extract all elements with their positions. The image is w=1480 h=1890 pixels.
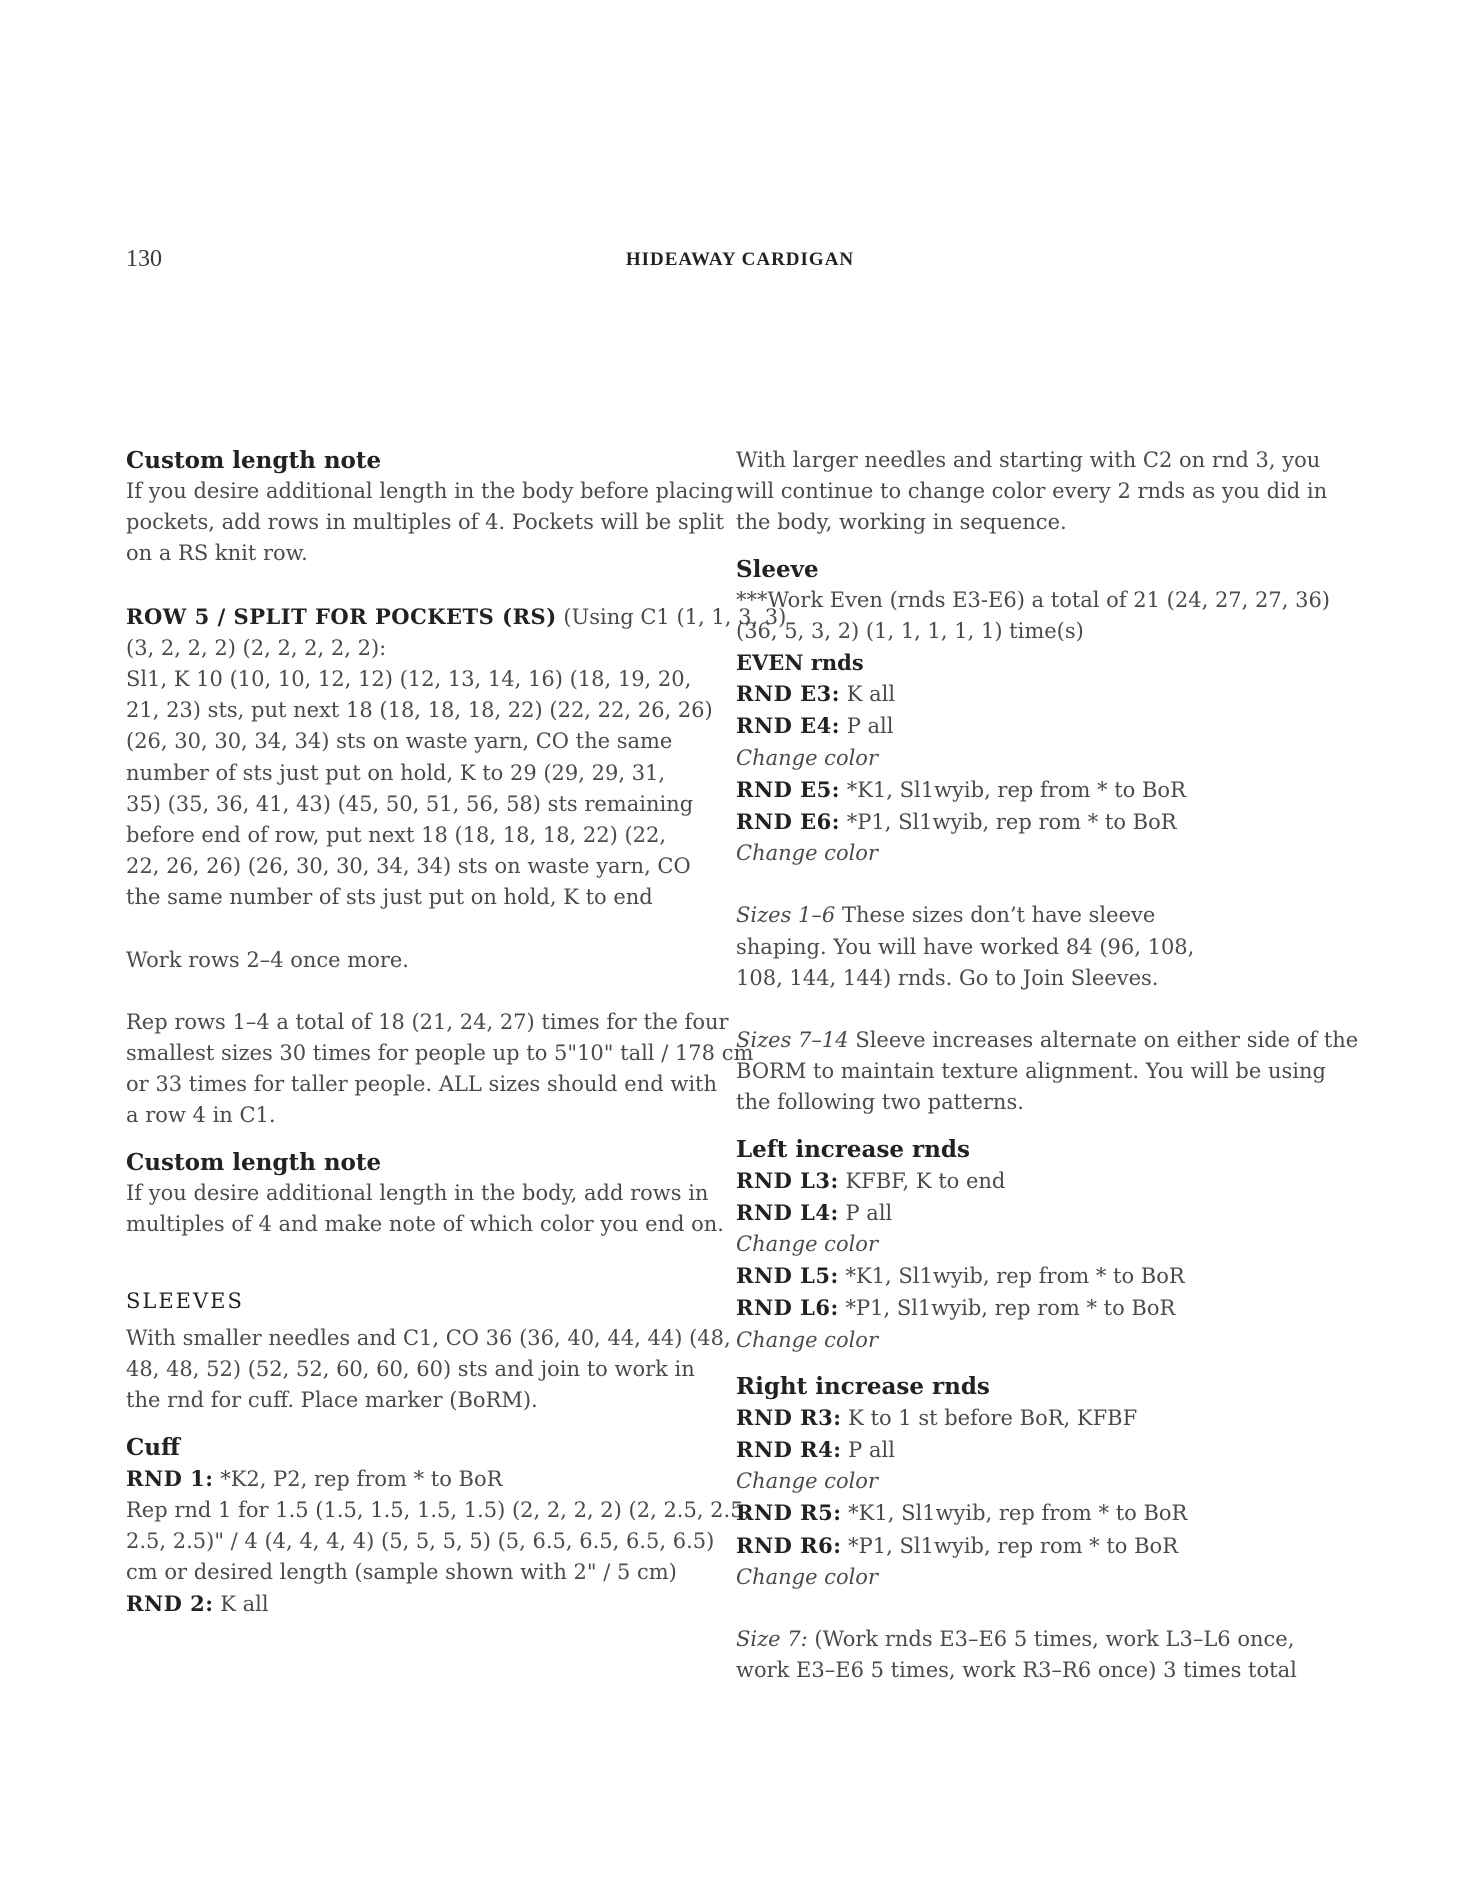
rnd-l6-text: *P1, Sl1wyib, rep rom * to BoR <box>838 1296 1176 1321</box>
cuff-line: Rep rnd 1 for 1.5 (1.5, 1.5, 1.5, 1.5) (2, 2, 2, 2) (2, 2.5, 2.5, <box>126 1497 751 1522</box>
running-title: HIDEAWAY CARDIGAN <box>625 249 855 270</box>
sizes-7-14-line <box>736 1025 1359 1056</box>
rnd-r4-text: P all <box>841 1438 895 1463</box>
sleeves-line: 48, 48, 52) (52, 52, 60, 60, 60) sts and join to work in <box>126 1357 695 1382</box>
sizes-1-6-line: shaping. You will have worked 84 (96, 108, <box>736 934 1195 959</box>
rnd-r5-label: RND R5: <box>736 1500 842 1526</box>
cuff-rnd1 <box>126 1463 726 1495</box>
row5-first-rest: (Using C1 (1, 1, 3, 3) <box>556 604 787 629</box>
row5-line: 22, 26, 26) (26, 30, 30, 34, 34) sts on waste yarn, CO <box>126 854 691 879</box>
rnd-r3-label: RND R3: <box>736 1404 842 1430</box>
rnd-e6-label: RND E6: <box>736 809 841 835</box>
sizes-7-14-text: Sleeve increases alternate on either side of the <box>848 1028 1359 1053</box>
even-rnds-label: EVEN rnds <box>736 650 864 676</box>
change-color: Change color <box>736 1327 878 1352</box>
row5-line: Sl1, K 10 (10, 10, 12, 12) (12, 13, 14, 16) (18, 19, 20, <box>126 667 692 692</box>
rnd-l4-text: P all <box>838 1200 893 1225</box>
sleeves-section-title: SLEEVES <box>126 1289 244 1314</box>
sizes-1-6-label: Sizes 1–6 <box>736 903 836 928</box>
size-7-label: Size 7: <box>736 1627 808 1652</box>
rep-rows-line: Rep rows 1–4 a total of 18 (21, 24, 27) times for the four <box>126 1009 729 1034</box>
row5-first-line <box>126 601 787 633</box>
rnd-r4 <box>736 1434 1336 1466</box>
sleeve-line: (36, 5, 3, 2) (1, 1, 1, 1, 1) time(s) <box>736 618 1084 643</box>
right-increase-heading: Right increase rnds <box>736 1372 990 1400</box>
rnd-r6-text: *P1, Sl1wyib, rep rom * to BoR <box>841 1533 1179 1558</box>
note-line: If you desire additional length in the body, add rows in <box>126 1180 709 1205</box>
rnd-l4 <box>736 1197 1336 1229</box>
row5-line: before end of row, put next 18 (18, 18, 18, 22) (22, <box>126 823 667 848</box>
left-increase-heading: Left increase rnds <box>736 1135 970 1163</box>
rnd-e3 <box>736 678 1336 710</box>
row5-line: 35) (35, 36, 41, 43) (45, 50, 51, 56, 58) sts remaining <box>126 791 694 816</box>
rep-rows-line: or 33 times for taller people. ALL sizes should end with <box>126 1072 718 1097</box>
change-color: Change color <box>736 1232 878 1257</box>
rnd-l3-label: RND L3: <box>736 1167 839 1193</box>
sizes-7-14-label: Sizes 7–14 <box>736 1028 849 1053</box>
rnd-r3-text: K to 1 st before BoR, KFBF <box>841 1405 1138 1430</box>
change-color: Change color <box>736 1564 878 1589</box>
note-line: on a RS knit row. <box>126 541 308 566</box>
rnd-l5-label: RND L5: <box>736 1263 839 1289</box>
rnd1-text: *K2, P2, rep from * to BoR <box>213 1466 503 1491</box>
note-line: If you desire additional length in the body before placing <box>126 479 734 503</box>
rnd-e5-label: RND E5: <box>736 776 841 802</box>
rnd-e5 <box>736 774 1336 806</box>
row5-line: 21, 23) sts, put next 18 (18, 18, 18, 22) (22, 22, 26, 26) <box>126 698 713 723</box>
rnd-r6-label: RND R6: <box>736 1532 842 1558</box>
rnd2-text: K all <box>213 1592 269 1617</box>
rnd-l6-label: RND L6: <box>736 1295 839 1321</box>
rep-rows-line: smallest sizes 30 times for people up to 5"10" tall / 178 cm <box>126 1041 754 1066</box>
work-rows-line: Work rows 2–4 once more. <box>126 947 409 972</box>
rnd-e6 <box>736 806 1336 838</box>
rep-rows-line: a row 4 in C1. <box>126 1103 276 1128</box>
sizes-7-14-line: BORM to maintain texture alignment. You will be using <box>736 1059 1326 1084</box>
intro-line: the body, working in sequence. <box>736 510 1067 535</box>
rnd-r5 <box>736 1497 1336 1529</box>
cuff-heading: Cuff <box>126 1433 180 1461</box>
note-line: pockets, add rows in multiples of 4. Pockets will be split <box>126 510 724 535</box>
sizes-7-14-line: the following two patterns. <box>736 1090 1024 1115</box>
row5-line: the same number of sts just put on hold, K to end <box>126 885 653 910</box>
right-column <box>736 445 1359 1687</box>
rnd-l5 <box>736 1260 1336 1292</box>
rnd-l3 <box>736 1165 1336 1197</box>
cuff-rnd2 <box>126 1588 726 1620</box>
rnd-e6-text: *P1, Sl1wyib, rep rom * to BoR <box>840 810 1177 835</box>
page-number: 130 <box>126 246 162 272</box>
sizes-1-6-line <box>736 900 1336 931</box>
rnd-r6 <box>736 1530 1336 1562</box>
rnd-l6 <box>736 1292 1336 1324</box>
rnd-e5-text: *K1, Sl1wyib, rep from * to BoR <box>840 777 1186 802</box>
sizes-1-6-line: 108, 144, 144) rnds. Go to Join Sleeves. <box>736 965 1159 990</box>
row5-line: (26, 30, 30, 34, 34) sts on waste yarn, CO the same <box>126 729 673 754</box>
row5-line: (3, 2, 2, 2) (2, 2, 2, 2, 2): <box>126 635 387 660</box>
sleeves-line: With smaller needles and C1, CO 36 (36, 40, 44, 44) (48, <box>126 1326 731 1351</box>
rnd-r3 <box>736 1402 1336 1434</box>
rnd-l5-text: *K1, Sl1wyib, rep from * to BoR <box>838 1264 1185 1289</box>
rnd-e4-text: P all <box>840 714 894 739</box>
rnd-e3-label: RND E3: <box>736 681 841 707</box>
change-color: Change color <box>736 745 878 770</box>
rnd-e4 <box>736 710 1336 742</box>
intro-line: will continue to change color every 2 rnds as you did in <box>736 479 1328 504</box>
change-color: Change color <box>736 841 878 866</box>
size-7-line: work E3–E6 5 times, work R3–R6 once) 3 times total <box>736 1658 1297 1683</box>
rnd-e4-label: RND E4: <box>736 713 841 739</box>
change-color: Change color <box>736 1469 878 1494</box>
cuff-line: cm or desired length (sample shown with 2" / 5 cm) <box>126 1560 677 1585</box>
row5-label: ROW 5 / SPLIT FOR POCKETS (RS) <box>126 603 557 629</box>
custom-length-note-heading-2: Custom length note <box>126 1148 382 1176</box>
cuff-line: 2.5, 2.5)" / 4 (4, 4, 4, 4) (5, 5, 5, 5) (5, 6.5, 6.5, 6.5, 6.5) <box>126 1529 715 1554</box>
size-7-line <box>736 1624 1336 1655</box>
sleeve-line: ***Work Even (rnds E3-E6) a total of 21 (24, 27, 27, 36) <box>736 587 1330 612</box>
sleeve-heading: Sleeve <box>736 555 819 583</box>
size-7-text: (Work rnds E3–E6 5 times, work L3–L6 once, <box>807 1627 1295 1652</box>
note-line: multiples of 4 and make note of which color you end on. <box>126 1211 724 1236</box>
sleeves-line: the rnd for cuff. Place marker (BoRM). <box>126 1388 538 1413</box>
rnd1-label: RND 1: <box>126 1465 214 1491</box>
row5-line: number of sts just put on hold, K to 29 (29, 29, 31, <box>126 760 666 785</box>
intro-line: With larger needles and starting with C2 on rnd 3, you <box>736 448 1321 472</box>
rnd-r5-text: *K1, Sl1wyib, rep from * to BoR <box>841 1501 1188 1526</box>
custom-length-note-heading: Custom length note <box>126 447 382 474</box>
sizes-1-6-text: These sizes don’t have sleeve <box>835 903 1156 928</box>
rnd-l4-label: RND L4: <box>736 1199 839 1225</box>
rnd2-label: RND 2: <box>126 1591 214 1617</box>
rnd-r4-label: RND R4: <box>736 1437 842 1463</box>
rnd-l3-text: KFBF, K to end <box>838 1168 1006 1193</box>
rnd-e3-text: K all <box>840 682 896 707</box>
